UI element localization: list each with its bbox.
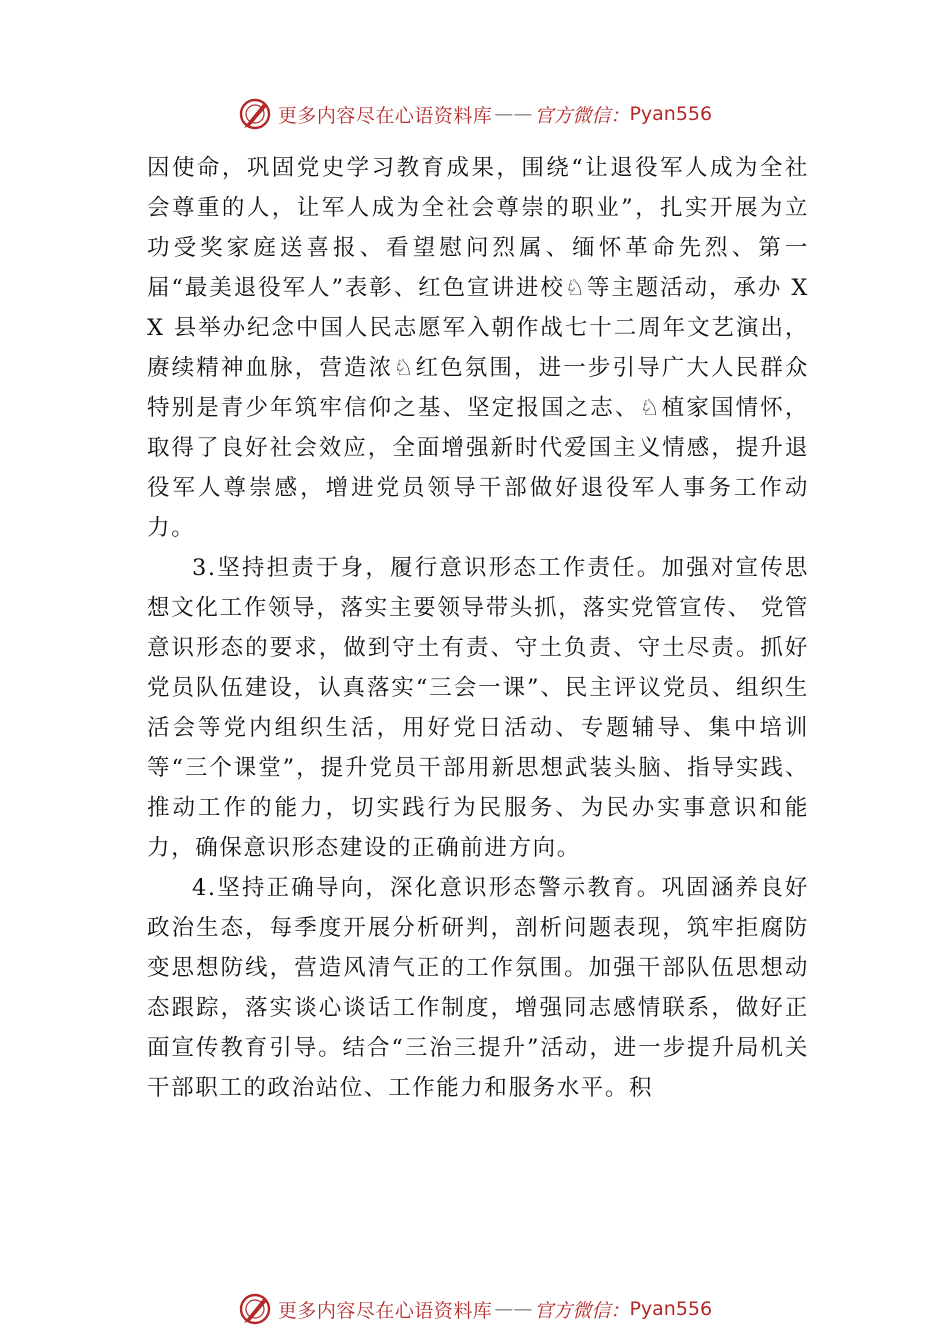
- banner-brand-text: 更多内容尽在心语资料库: [277, 104, 493, 127]
- pen-seal-logo-icon: [238, 1292, 272, 1326]
- banner-brand-text: 更多内容尽在心语资料库: [277, 1299, 493, 1322]
- header-banner: [0, 94, 950, 134]
- pen-seal-logo-icon: [238, 97, 272, 131]
- paragraph-item-3: 3.坚持担责于身，履行意识形态工作责任。加强对宣传思想文化工作领导，落实主要领导带头抓，落实党管宣传、 党管意识形态的要求，做到守土有责、守土负责、守土尽责。抓好党员队伍建设，认真落实“三会一课”、民主评议党员、组织生活会等党内组织生活，用好党日活动、专题辅导、集中培训等“三个课堂”，提升党员干部用新思想武装头脑、指导实践、推动工作的能力，切实践行为民服务、为民办实事意识和能力，确保意识形态建设的正确前进方向。: [147, 555, 809, 861]
- banner-account-id: Pyan556: [629, 103, 713, 125]
- footer-banner: [0, 1289, 950, 1329]
- paragraph-item-4: 4.坚持正确导向，深化意识形态警示教育。巩固涵养良好政治生态，每季度开展分析研判，剖析问题表现，筑牢拒腐防变思想防线，营造风清气正的工作氛围。加强干部队伍思想动态跟踪，落实谈心谈话工作制度，增强同志感情联系，做好正面宣传教育引导。结合“三治三提升”活动，进一步提升局机关干部职工的政治站位、工作能力和服务水平。积: [147, 875, 809, 1101]
- banner-separator: ——: [494, 103, 533, 125]
- banner-separator: ——: [494, 1298, 533, 1320]
- document-body: [147, 148, 809, 1108]
- banner-account-id: Pyan556: [629, 1298, 713, 1320]
- banner-wechat-label: 官方微信：: [534, 1299, 630, 1322]
- paragraph-continuation: 因使命，巩固党史学习教育成果，围绕“让退役军人成为全社会尊重的人，让军人成为全社会尊崇的职业”，扎实开展为立功受奖家庭送喜报、看望慰问烈属、缅怀革命先烈、第一届“最美退役军人”表彰、红色宣讲进校♘等主题活动，承办 XX 县举办纪念中国人民志愿军入朝作战七十二周年文艺演出，赓续精神血脉，营造浓♘红色氛围，进一步引导广大人民群众特别是青少年筑牢信仰之基、坚定报国之志、♘植家国情怀，取得了良好社会效应，全面增强新时代爱国主义情感，提升退役军人尊崇感，增进党员领导干部做好退役军人事务工作动力。: [147, 155, 809, 541]
- banner-wechat-label: 官方微信：: [534, 104, 630, 127]
